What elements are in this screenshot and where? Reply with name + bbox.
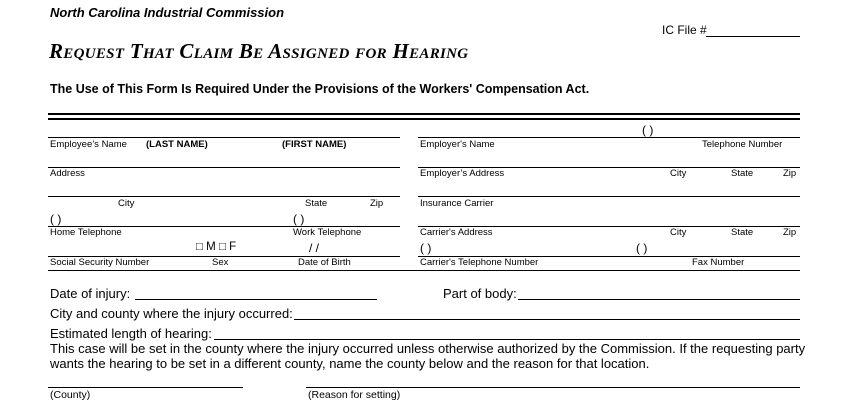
- work-area-code: ( ): [293, 212, 305, 226]
- city-state-zip-field[interactable]: [48, 196, 400, 197]
- section-divider: [48, 270, 800, 271]
- employer-address-label: Employer’s Address: [420, 168, 505, 179]
- injury-location-field[interactable]: [294, 319, 800, 320]
- county-label: (County): [50, 389, 91, 401]
- hearing-length-field[interactable]: [214, 339, 800, 340]
- sex-m-label: M: [206, 241, 216, 253]
- part-of-body-field[interactable]: [518, 299, 800, 300]
- carrier-state-label: State: [731, 227, 754, 238]
- carrier-area-code: ( ): [420, 241, 432, 255]
- form-subtitle: The Use of This Form Is Required Under the Provisions of the Workers' Compensation Act.: [50, 82, 590, 96]
- reason-label: (Reason for setting): [308, 389, 401, 401]
- carrier-field[interactable]: [418, 196, 800, 197]
- sex-f-label: F: [229, 241, 237, 253]
- home-telephone-label: Home Telephone: [50, 227, 122, 238]
- work-telephone-label: Work Telephone: [293, 227, 362, 238]
- employee-name-label: Employee’s Name: [50, 139, 127, 150]
- carrier-address-label: Carrier's Address: [420, 227, 493, 238]
- address-field[interactable]: [48, 167, 400, 168]
- sex-options: [196, 241, 236, 253]
- sex-label: Sex: [212, 257, 229, 268]
- address-label: Address: [50, 168, 85, 179]
- employer-zip-label: Zip: [783, 168, 797, 179]
- ssn-label: Social Security Number: [50, 257, 150, 268]
- date-of-injury-label: Date of injury:: [50, 286, 131, 301]
- fax-area-code: ( ): [636, 241, 648, 255]
- employer-name-field[interactable]: [418, 137, 800, 138]
- ic-file-field[interactable]: [706, 36, 800, 37]
- injury-location-label: City and county where the injury occurred:: [50, 306, 293, 321]
- part-of-body-label: Part of body:: [443, 286, 517, 301]
- checkbox-m[interactable]: □: [196, 241, 203, 253]
- employer-name-label: Employer's Name: [420, 139, 495, 150]
- hearing-length-label: Estimated length of hearing:: [50, 326, 212, 341]
- employer-phone-label: Telephone Number: [702, 139, 783, 150]
- home-area-code: ( ): [50, 212, 62, 226]
- date-of-injury-field[interactable]: [135, 299, 377, 300]
- zip-label: Zip: [370, 198, 384, 209]
- city-label: City: [118, 198, 135, 209]
- carrier-city-label: City: [670, 227, 687, 238]
- notice-line-1: This case will be set in the county where the injury occurred unless otherwise authorized by the Commission. If the requesting party: [50, 341, 806, 356]
- state-label: State: [305, 198, 328, 209]
- employer-area-code: ( ): [642, 123, 654, 137]
- agency-name: North Carolina Industrial Commission: [50, 5, 285, 20]
- checkbox-f[interactable]: □: [218, 241, 226, 253]
- employee-name-field[interactable]: [48, 137, 400, 138]
- carrier-label: Insurance Carrier: [420, 198, 494, 209]
- employer-city-label: City: [670, 168, 687, 179]
- ic-file-label: IC File #: [662, 23, 707, 37]
- last-name-label: (LAST NAME): [146, 139, 208, 150]
- first-name-label: (FIRST NAME): [282, 139, 347, 150]
- dob-separators: / /: [309, 241, 320, 255]
- carrier-phone-label: Carrier's Telephone Number: [420, 257, 539, 268]
- notice-line-2: wants the hearing to be set in a different county, name the county below and the reason for that location.: [50, 356, 650, 371]
- divider-bottom: [48, 118, 800, 120]
- divider-top: [48, 113, 800, 115]
- county-field[interactable]: [48, 387, 243, 388]
- fax-label: Fax Number: [692, 257, 745, 268]
- dob-label: Date of Birth: [298, 257, 351, 268]
- carrier-zip-label: Zip: [783, 227, 797, 238]
- employer-state-label: State: [731, 168, 754, 179]
- form-title: Request That Claim Be Assigned for Hearing: [49, 39, 469, 63]
- reason-field[interactable]: [306, 387, 800, 388]
